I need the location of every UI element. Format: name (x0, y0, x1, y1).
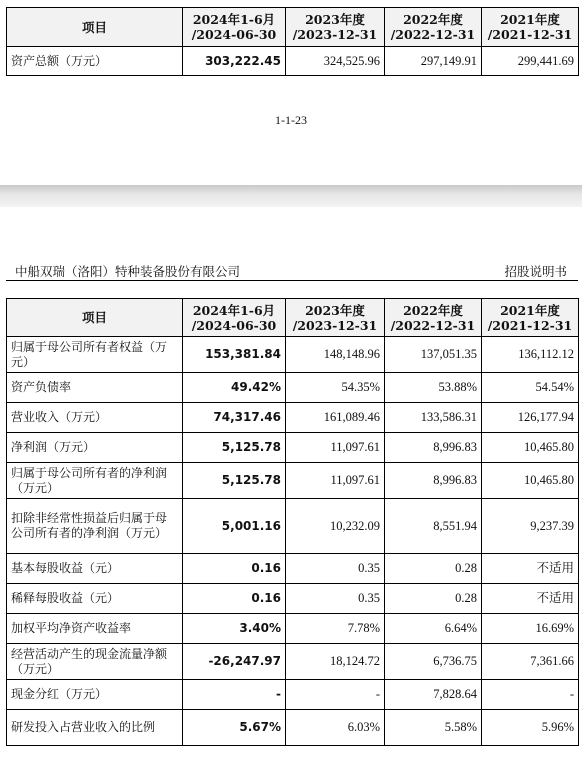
value-2021: 10,465.80 (482, 433, 579, 463)
value-2024: 5,001.16 (183, 499, 286, 554)
value-2022: 5.58% (385, 710, 482, 746)
row-label: 资产总额（万元） (7, 47, 183, 76)
table-row (7, 554, 579, 584)
row-label: 稀释每股收益（元） (7, 584, 183, 614)
header-2024: 2024年1-6月 /2024-06-30 (183, 299, 286, 337)
value-2021: 136,112.12 (482, 337, 579, 373)
value-2023: 0.35 (286, 554, 385, 584)
header-2023: 2023年度 /2023-12-31 (286, 8, 385, 47)
value-2024: 5,125.78 (183, 463, 286, 499)
value-2023: 324,525.96 (286, 47, 385, 76)
value-2022: 133,586.31 (385, 403, 482, 433)
value-2024: 3.40% (183, 614, 286, 644)
page-separator (0, 185, 582, 207)
value-2022: 8,551.94 (385, 499, 482, 554)
value-2024: 49.42% (183, 373, 286, 403)
value-2024: 153,381.84 (183, 337, 286, 373)
row-label: 归属于母公司所有者权益（万元） (7, 337, 183, 373)
value-2022: 297,149.91 (385, 47, 482, 76)
header-2024: 2024年1-6月 /2024-06-30 (183, 8, 286, 47)
value-2021: 16.69% (482, 614, 579, 644)
value-2021: 54.54% (482, 373, 579, 403)
value-2021: 10,465.80 (482, 463, 579, 499)
table-row (7, 433, 579, 463)
value-2023: 18,124.72 (286, 644, 385, 680)
table-row (7, 499, 579, 554)
value-2021: 7,361.66 (482, 644, 579, 680)
value-2024: -26,247.97 (183, 644, 286, 680)
company-name: 中船双瑞（洛阳）特种装备股份有限公司 (15, 264, 241, 279)
row-label: 加权平均净资产收益率 (7, 614, 183, 644)
header-2022: 2022年度 /2022-12-31 (385, 299, 482, 337)
row-label: 现金分红（万元） (7, 680, 183, 710)
value-2024: 5.67% (183, 710, 286, 746)
previous-page (0, 0, 582, 185)
value-2021: - (482, 680, 579, 710)
value-2021: 5.96% (482, 710, 579, 746)
value-2022: 6,736.75 (385, 644, 482, 680)
row-label: 净利润（万元） (7, 433, 183, 463)
header-item: 项目 (7, 299, 183, 337)
value-2021: 126,177.94 (482, 403, 579, 433)
table-row (7, 373, 579, 403)
table-row (7, 463, 579, 499)
header-item: 项目 (7, 8, 183, 47)
row-label: 营业收入（万元） (7, 403, 183, 433)
header-2021: 2021年度 /2021-12-31 (482, 8, 579, 47)
value-2024: 74,317.46 (183, 403, 286, 433)
table-row (7, 614, 579, 644)
header-2021: 2021年度 /2021-12-31 (482, 299, 579, 337)
row-label: 基本每股收益（元） (7, 554, 183, 584)
value-2021: 299,441.69 (482, 47, 579, 76)
header-rule (6, 280, 578, 281)
value-2022: 8,996.83 (385, 433, 482, 463)
row-label: 研发投入占营业收入的比例 (7, 710, 183, 746)
value-2023: 0.35 (286, 584, 385, 614)
value-2023: 148,148.96 (286, 337, 385, 373)
row-label: 经营活动产生的现金流量净额（万元） (7, 644, 183, 680)
value-2023: 6.03% (286, 710, 385, 746)
table-row (7, 680, 579, 710)
value-2022: 137,051.35 (385, 337, 482, 373)
table-row (7, 644, 579, 680)
main-table-header-row (7, 299, 579, 337)
value-2024: 0.16 (183, 584, 286, 614)
value-2021: 不适用 (482, 554, 579, 584)
current-page (0, 207, 582, 759)
document-type: 招股说明书 (504, 264, 567, 279)
main-financial-table (6, 298, 579, 746)
value-2024: 5,125.78 (183, 433, 286, 463)
row-label: 归属于母公司所有者的净利润（万元） (7, 463, 183, 499)
value-2022: 0.28 (385, 584, 482, 614)
value-2023: - (286, 680, 385, 710)
top-table-header-row (7, 8, 579, 47)
top-financial-table (6, 7, 579, 76)
table-row (7, 47, 579, 76)
value-2023: 11,097.61 (286, 433, 385, 463)
table-row (7, 584, 579, 614)
page-number: 1-1-23 (275, 113, 307, 127)
value-2023: 11,097.61 (286, 463, 385, 499)
value-2024: 0.16 (183, 554, 286, 584)
value-2022: 0.28 (385, 554, 482, 584)
value-2023: 161,089.46 (286, 403, 385, 433)
value-2021: 不适用 (482, 584, 579, 614)
header-2023: 2023年度 /2023-12-31 (286, 299, 385, 337)
value-2022: 6.64% (385, 614, 482, 644)
value-2021: 9,237.39 (482, 499, 579, 554)
table-row (7, 337, 579, 373)
value-2023: 54.35% (286, 373, 385, 403)
value-2023: 10,232.09 (286, 499, 385, 554)
table-row (7, 403, 579, 433)
table-row (7, 710, 579, 746)
row-label: 资产负债率 (7, 373, 183, 403)
value-2022: 7,828.64 (385, 680, 482, 710)
value-2024: - (183, 680, 286, 710)
value-2023: 7.78% (286, 614, 385, 644)
row-label: 扣除非经常性损益后归属于母公司所有者的净利润（万元） (7, 499, 183, 554)
header-2022: 2022年度 /2022-12-31 (385, 8, 482, 47)
value-2024: 303,222.45 (183, 47, 286, 76)
value-2022: 53.88% (385, 373, 482, 403)
value-2022: 8,996.83 (385, 463, 482, 499)
